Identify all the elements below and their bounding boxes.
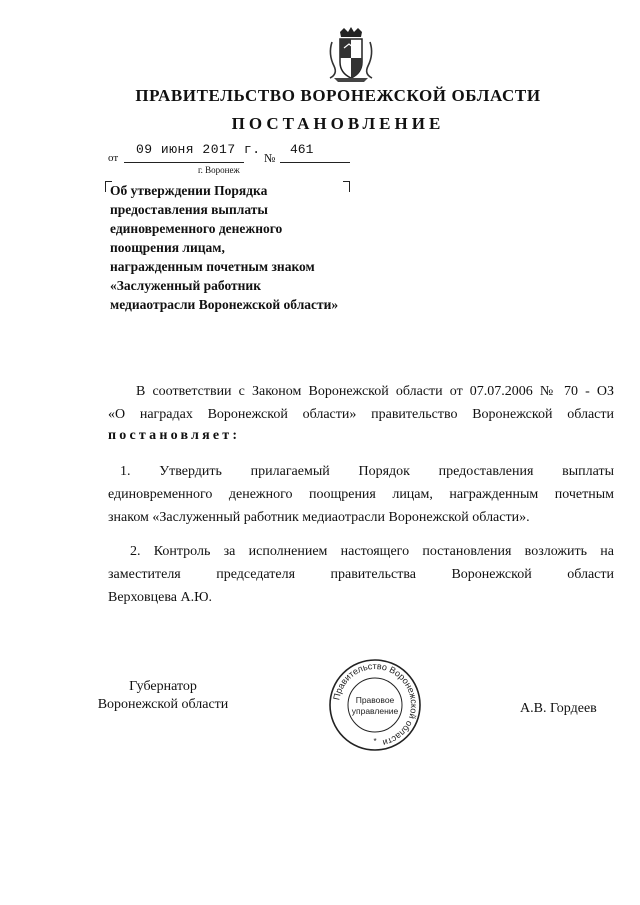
document-number: 461 [290,142,314,157]
clause-2-paragraph [108,540,614,609]
position-line: Воронежской области [97,697,229,712]
stamp-center-line: Правовое [355,695,395,705]
clause-line: единовременного денежного поощрения лицам, награжденным почетным [108,487,614,502]
document-subject: Об утверждении Порядка предоставления выплаты единовременного денежного поощрения лицам, награжденным почетным знаком «Заслуженный работник медиаотрасли Воронежской области» [110,183,339,312]
stamp-ring-text: Правительство Воронежской области [331,660,420,749]
date-prefix-label: от [108,152,119,164]
preamble-paragraph [108,380,614,426]
date-underline [124,162,244,163]
number-label: № [264,151,276,165]
document-date: 09 июня 2017 г. [136,142,261,157]
preamble-line: «О наградах Воронежской области» правительство Воронежской области [108,407,614,422]
stamp-star: * [373,737,377,746]
number-underline [280,162,350,163]
clause-line: 2. Контроль за исполнением настоящего постановления возложить на [130,544,614,559]
document-type: ПОСТАНОВЛЕНИЕ [231,114,445,133]
clause-1-paragraph [108,460,614,529]
clause-line: Верховцева А.Ю. [108,590,212,605]
position-line: Губернатор [129,679,197,694]
preamble-line: В соответствии с Законом Воронежской области от 07.07.2006 № 70 - ОЗ [136,384,614,399]
resolves-keyword: постановляет: [108,428,241,443]
stamp-center-line: управление [351,706,399,716]
government-title: ПРАВИТЕЛЬСТВО ВОРОНЕЖСКОЙ ОБЛАСТИ [135,86,541,105]
clause-line: заместителя председателя правительства Воронежской области [108,567,614,582]
coat-of-arms-emblem [326,26,376,84]
signatory-name: А.В. Гордеев [520,701,597,716]
issue-city: г. Воронеж [198,165,240,175]
signatory-position [88,678,238,714]
legal-department-stamp [328,658,422,752]
clause-line: 1. Утвердить прилагаемый Порядок предоставления выплаты [120,464,614,479]
clause-line: знаком «Заслуженный работник медиаотрасли Воронежской области». [108,510,530,525]
